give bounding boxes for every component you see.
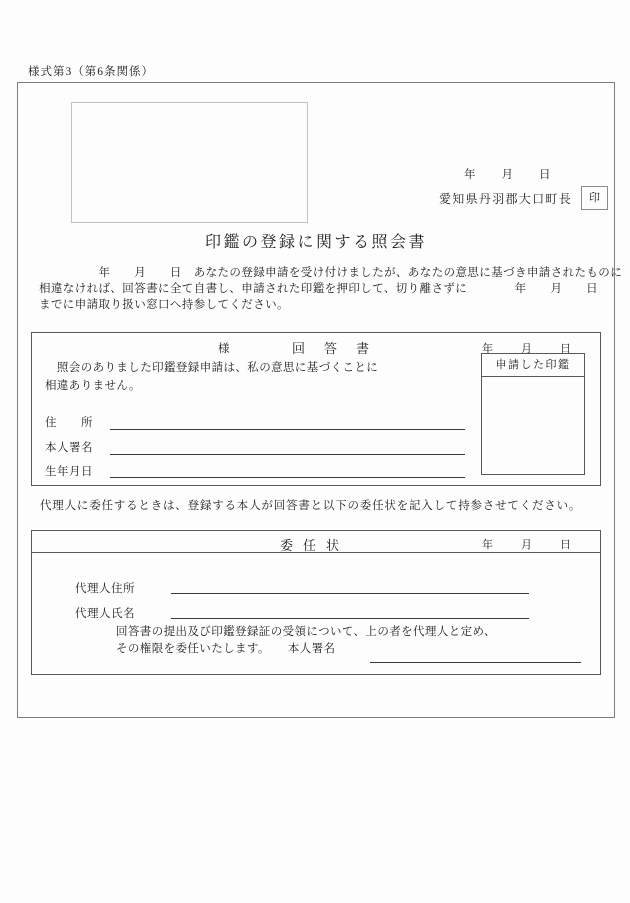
- reply-statement-line-1: 照会のありました印鑑登録申請は、私の意思に基づくことに: [45, 362, 379, 374]
- recipient-address-box: [71, 102, 308, 223]
- proxy-address-input-line: [171, 593, 529, 594]
- poa-statement-line-1: 回答書の提出及び印鑑登録証の受領について、上の者を代理人と定め、: [116, 626, 496, 638]
- poa-statement: [116, 624, 496, 658]
- intro-line-1: 年 月 日 あなたの登録申請を受け付けましたが、あなたの意思に基づき申請されたものに: [39, 267, 623, 279]
- addressee-sama-label: 様: [218, 343, 230, 355]
- reply-date-field: 年 月 日: [482, 343, 573, 355]
- reply-statement: [45, 359, 378, 395]
- principal-signature-line: [370, 662, 581, 663]
- birthdate-input-line: [110, 477, 465, 478]
- poa-date-field: 年 月 日: [482, 539, 573, 551]
- reply-form-title: 回答書: [292, 341, 389, 356]
- header-date-field: 年 月 日: [464, 169, 552, 181]
- birthdate-field-label: 生年月日: [45, 466, 93, 478]
- mayor-addressee: 愛知県丹羽郡大口町長: [439, 192, 573, 206]
- proxy-name-input-line: [171, 618, 529, 619]
- address-field-label: 住 所: [45, 417, 93, 429]
- reply-form-section: [31, 332, 601, 486]
- intro-paragraph: [39, 265, 622, 313]
- official-seal-box: [581, 186, 608, 210]
- poa-statement-line-2: その権限を委任いたします。 本人署名: [116, 643, 336, 655]
- intro-line-3: までに申請取り扱い窓口へ持参してください。: [39, 299, 289, 311]
- form-number-label: 様式第3（第6条関係）: [28, 66, 154, 78]
- seal-placeholder-label: 印: [589, 192, 600, 204]
- proxy-name-field-label: 代理人氏名: [75, 608, 135, 620]
- document-frame: [17, 82, 623, 718]
- proxy-instruction-note: 代理人に委任するときは、登録する本人が回答書と以下の委任状を記入して持参させてください。: [40, 500, 582, 512]
- reply-statement-line-2: 相違ありません。: [45, 380, 141, 392]
- poa-title: 委任状: [280, 538, 350, 553]
- applied-seal-label: 申請した印鑑: [482, 354, 584, 377]
- intro-line-2: 相違なければ、回答書に全て自書し、申請された印鑑を押印して、切り離さずに 年 月 日: [39, 283, 599, 295]
- signer-input-line: [110, 454, 465, 455]
- power-of-attorney-section: [31, 530, 601, 675]
- page-title: 印鑑の登録に関する照会書: [204, 234, 427, 251]
- proxy-address-field-label: 代理人住所: [75, 583, 135, 595]
- applied-seal-box: [481, 353, 585, 475]
- address-input-line: [110, 429, 465, 430]
- signer-field-label: 本人署名: [45, 442, 93, 454]
